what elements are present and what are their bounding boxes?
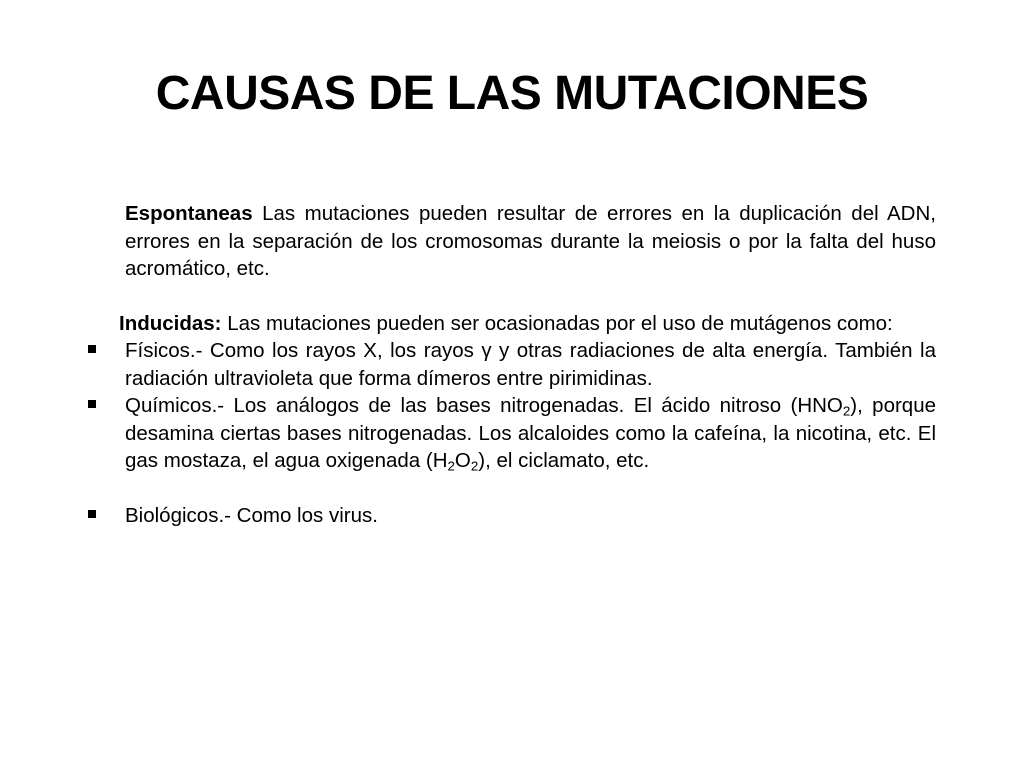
chemical-text-part1: Químicos.- Los análogos de las bases nitrogenadas. El ácido nitroso (HNO (125, 394, 843, 417)
list-item-biological (88, 502, 936, 530)
chemical-text-part4: ), el ciclamato, etc. (478, 449, 650, 472)
mutagen-list (88, 337, 936, 529)
list-item-chemical (88, 392, 936, 475)
square-bullet-icon (88, 400, 96, 408)
spontaneous-paragraph (88, 200, 936, 283)
chemical-subscript-1: 2 (842, 403, 851, 419)
spontaneous-text: Las mutaciones pueden resultar de errores en la duplicación del ADN, errores en la separación de los cromosomas durante la meiosis o por la falta del huso acromático, etc. (125, 202, 936, 280)
chemical-subscript-2: 2 (447, 458, 455, 474)
biological-text: Biológicos.- Como los virus. (125, 503, 378, 527)
physical-text: Físicos.- Como los rayos X, los rayos γ y otras radiaciones de alta energía. También la radiación ultravioleta que forma dímeros entre pirimidinas. (125, 339, 936, 390)
chemical-text-part2: ), porque desamina ciertas bases nitrogenadas. Los alcaloides como la cafeína, la nicotina, etc. El gas mostaza, el agua oxigenada (H (125, 394, 936, 472)
induced-text: Las mutaciones pueden ser ocasionadas por el uso de mutágenos como: (227, 311, 893, 335)
induced-paragraph (88, 310, 936, 338)
induced-label: Inducidas: (119, 311, 222, 335)
spontaneous-label: Espontaneas (125, 202, 253, 225)
square-bullet-icon (88, 345, 96, 353)
square-bullet-icon (88, 510, 96, 518)
slide-body (88, 200, 936, 529)
chemical-text-part3: O (454, 449, 471, 472)
chemical-subscript-3: 2 (470, 458, 479, 474)
slide-title: CAUSAS DE LAS MUTACIONES (155, 67, 869, 120)
list-item-physical (88, 337, 936, 392)
